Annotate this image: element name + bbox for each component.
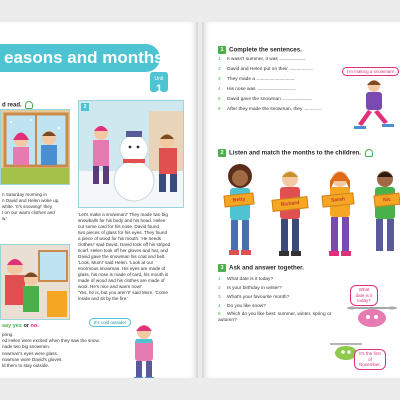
item-text: After they made the snowman, they (227, 107, 304, 112)
child-richard-illustration (270, 167, 310, 267)
story-line: 'Yes, he is, but you aren't!' said Mum. 'Come (78, 290, 168, 295)
name-sign-sarah[interactable]: Sarah (321, 192, 354, 207)
speech-bubble-cold: It's cold outside! (89, 318, 131, 327)
speech-bubble-answer: It's the first of November. (354, 349, 386, 370)
item-number: 5 (218, 97, 221, 102)
story-line: David gave the snowman his coat and belt. (78, 254, 166, 259)
story-line: inside and sit by the fire.' (78, 296, 129, 301)
item-number: 6 (218, 107, 221, 112)
unit-number: 1 (155, 83, 163, 95)
unit-badge (150, 72, 168, 95)
section-title: Complete the sentences. (229, 46, 302, 54)
list-item (218, 85, 321, 95)
item-text: His nose was (227, 87, 257, 92)
story-picture-3 (0, 244, 70, 320)
item-number: 1 (218, 277, 221, 282)
story-line: n David and Helen woke up, (2, 198, 60, 203)
item-number: 3 (218, 295, 221, 300)
story-line: snowballs for his body and his head. Helen (78, 218, 166, 223)
section-number: 1 (218, 46, 226, 54)
snowman-illustration (79, 101, 184, 208)
item-number: 5 (218, 312, 221, 317)
section-3-heading (218, 264, 304, 272)
answer-blank[interactable]: .............................................. (256, 77, 295, 82)
list-item: nowman's eyes were glass. (2, 350, 59, 356)
item-text: David gave the snowman (227, 97, 283, 102)
no-word: no. (30, 323, 39, 329)
item-number: 2 (218, 286, 221, 291)
item-text: Do you like snow? (227, 304, 266, 309)
story-line: 'Look, Mum!' said Helen. 'Look at our (78, 260, 154, 265)
story-line: enormous snowman. His eyes are made of (78, 266, 166, 271)
story-line: cut some card for his nose. David found (78, 224, 159, 229)
story-line: a piece of wood for his mouth. 'He needs (78, 236, 162, 241)
answer-blank[interactable]: ..................... (303, 107, 322, 112)
story-paragraph-2 (78, 212, 186, 302)
name-sign-betty[interactable]: Betty (223, 192, 254, 207)
list-item (218, 284, 336, 293)
story-line: glass, his nose is made of card, his mouth is (78, 272, 169, 277)
picture-number: 2 (81, 103, 89, 111)
yes-word: yes (12, 323, 22, 329)
answer-blank[interactable]: ............................ (289, 67, 313, 72)
section-1-heading (218, 46, 302, 54)
child-nic-illustration (370, 167, 400, 267)
section-2-heading (218, 149, 373, 157)
true-false-list (2, 332, 100, 369)
unit-label: Unit (154, 76, 164, 82)
window-illustration (1, 110, 70, 185)
item-number: 4 (218, 87, 221, 92)
item-text: It wasn't summer, it was (227, 57, 280, 62)
answer-blank[interactable]: ................................ (279, 57, 306, 62)
audio-icon[interactable] (25, 101, 33, 109)
section-number: 3 (218, 264, 226, 272)
drone-pink-illustration (346, 304, 398, 328)
story-line: clothes!' said David. David took off his striped (78, 242, 171, 247)
girl-in-snow-illustration (124, 322, 164, 378)
story-line: made of wood and his clothes are made of (78, 278, 165, 283)
title-bar (0, 44, 164, 72)
story-line: two pieces of glass for his eyes. They found (78, 230, 168, 235)
item-number: 2 (218, 67, 221, 72)
story-line: white. 'It's snowing!' they (2, 204, 53, 209)
left-page (0, 22, 198, 378)
story-line: wool. He's nice and warm now!' (78, 284, 143, 289)
list-item (218, 311, 336, 325)
child-sarah-illustration (320, 167, 360, 267)
section-title: Listen and match the months to the children. (229, 149, 362, 157)
section-number: 2 (218, 149, 226, 157)
list-item (218, 293, 336, 302)
name-sign-nic[interactable]: Nic (373, 193, 400, 208)
item-text: David and Helen put on their (227, 67, 290, 72)
speech-bubble-snowman: I'm making a snowman! (342, 67, 399, 76)
say-word: say (2, 323, 12, 329)
page-title: easons and months (4, 48, 164, 67)
item-number: 4 (218, 304, 221, 309)
story-line: t on our warm clothes and (2, 210, 55, 215)
indoor-illustration (1, 245, 70, 320)
story-line: w.' (2, 216, 8, 221)
ask-answer-list (218, 275, 336, 325)
item-text: They made a (227, 77, 257, 82)
item-text: Which do you like best: summer, winter, spring or autumn? (218, 312, 332, 323)
list-item (218, 55, 321, 65)
list-item (218, 275, 336, 284)
true-false-heading (2, 323, 39, 329)
list-item: pring. (2, 332, 14, 337)
story-picture-1 (0, 109, 70, 185)
item-text: What date is it today? (227, 277, 274, 282)
story-paragraph-1 (2, 192, 70, 222)
item-text: Is your birthday in winter? (227, 286, 282, 291)
list-item: ld them to stay outside. (2, 363, 50, 369)
list-item (218, 105, 321, 115)
item-number: 1 (218, 57, 221, 62)
complete-sentences-list (218, 55, 321, 115)
answer-blank[interactable]: ................................... (282, 97, 312, 102)
answer-blank[interactable]: .............................................. (256, 87, 296, 92)
audio-icon[interactable] (365, 149, 373, 157)
list-item: nd Helen were excited when they saw the snow. (2, 338, 100, 344)
or-word: or (23, 323, 29, 329)
list-item: nowman wore David's gloves. (2, 356, 63, 362)
story-picture-2 (78, 100, 184, 208)
item-number: 3 (218, 77, 221, 82)
story-line: n Saturday morning in (2, 192, 47, 197)
child-betty-illustration (220, 162, 260, 262)
item-text: What's your favourite month? (227, 295, 290, 300)
list-item (218, 95, 321, 105)
list-item (218, 302, 336, 311)
skating-girl-illustration (352, 78, 394, 134)
story-line: scarf. Helen took off her gloves and hat, and (78, 248, 169, 253)
section-title: Ask and answer together. (229, 264, 304, 272)
list-item (218, 65, 321, 75)
story-line: 'Let's make a snowman!' They made two big (78, 212, 168, 217)
speech-bubble-question: What date is it today? (350, 285, 378, 306)
right-page (202, 22, 400, 378)
reading-instruction (2, 101, 33, 109)
instruction-text: d read. (2, 102, 22, 109)
list-item: nade two big snowmen. (2, 344, 51, 350)
list-item (218, 75, 321, 85)
name-sign-richard[interactable]: Richard (271, 196, 308, 212)
